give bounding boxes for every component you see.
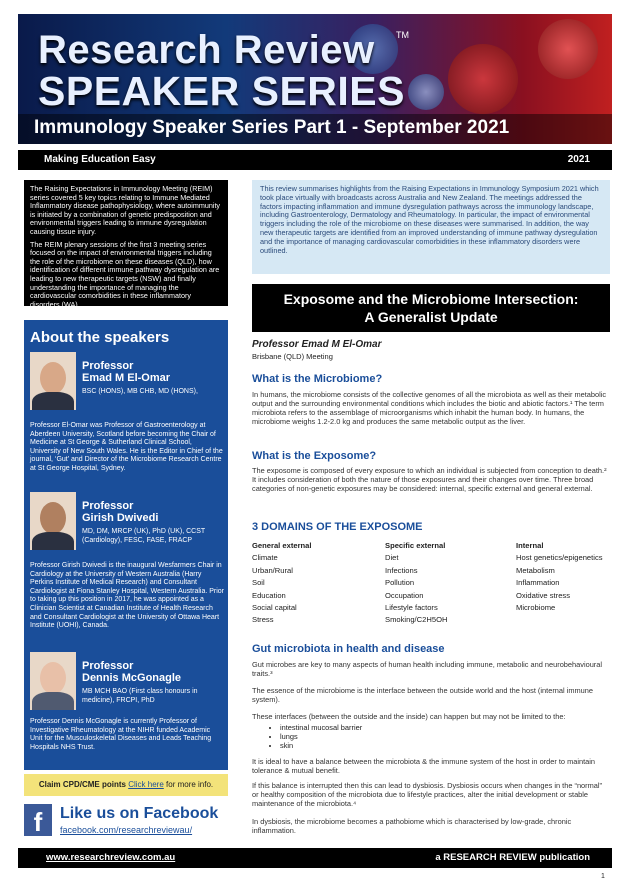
speaker-bio: Professor El-Omar was Professor of Gastroenterology at Aberdeen University, Scotland before becoming the Chair of Medicine at St George & Sutherland Clinical School, University of New South Wales. He is the Editor in Chief of the journal, ‘Gut’ and Director of the Microbiome Research Centre at St George Hospital, Sydney. <box>30 422 223 472</box>
article-title: Exposome and the Microbiome Intersection: A Generalist Update <box>252 284 610 332</box>
paragraph-gut-6: In dysbiosis, the microbiome becomes a pathobiome which is characterised by low-grade, chronic inflammation. <box>252 817 572 835</box>
intro-paragraph-2: The REIM plenary sessions of the first 3 meeting series focused on the impact of environmental triggers including the role of the microbiome on these diseases (QLD), how identification of different immune pathway dysregulation are leading to new therapeutic targets (NSW) and finally understanding the importance of managing the cardiovascular comorbidities in these inflammatory disorders (WA). <box>30 239 220 309</box>
speaker-photo <box>30 652 76 710</box>
paragraph-gut-5: If this balance is interrupted then this can lead to dysbiosis. Dysbiosis occurs when changes in the “normal” or healthy composition of the microbiota due to lifestyle practices, alter the initial development or stable maintenance of the microbiota.⁴ <box>252 781 603 808</box>
footer-url[interactable]: www.researchreview.com.au <box>46 852 176 863</box>
speaker-credentials: MB MCH BAO (First class honours in medicine), FRCPI, PhD <box>82 688 198 704</box>
tagline-bar <box>18 150 612 170</box>
page-number: 1 <box>601 873 605 880</box>
summary-box: This review summarises highlights from the Raising Expectations in Immunology Symposium 2021 which took place virtually with broadcasts across Australia and New Zealand. The meetings addressed the factors impacting inflammation and immune dysregulation pathways across the immunology landscape, including Gastroenterology, Dermatology and Rheumatology. In particular, the impact of environmental triggers including the role of the microbiome on these diseases were summarised. In addition, the way new therapeutic targets are identified from an improved understanding of immune pathway dysregulation and the importance of managing cardiovascular comorbidities in these inflammatory disorders were outlined. <box>252 180 610 274</box>
facebook-promo <box>24 804 230 840</box>
speakers-heading: About the speakers <box>30 329 170 346</box>
facebook-link[interactable]: facebook.com/researchreviewau/ <box>60 825 193 835</box>
heading-microbiome: What is the Microbiome? <box>252 373 383 385</box>
paragraph-microbiome: In humans, the microbiome consists of the collective genomes of all the microbiota as well as their metabolic output and the surrounding environmental conditions which includes the biotic and abiotic factors.¹ The term microbiota refers to the assemblage of microorganisms which inhabit the human body. In humans, the microbiome weighs 1.2-2.0 kg and produces the same metabolic output as the liver. <box>252 390 607 426</box>
cpd-tail: for more info. <box>166 780 214 789</box>
domain-column-specific: Specific external Diet Infections Pollution Occupation Lifestyle factors Smoking/C2H5OH <box>385 541 448 625</box>
domain-column-general: General external Climate Urban/Rural Soil Education Social capital Stress <box>252 541 312 625</box>
cpd-lead: Claim CPD/CME points <box>38 780 126 789</box>
facebook-headline: Like us on Facebook <box>60 805 219 822</box>
intro-box <box>24 180 228 309</box>
banner-title-line2: SPEAKER SERIES <box>38 68 405 114</box>
paragraph-gut-4: It is ideal to have a balance between the microbiota & the immune system of the host in order to maintain tolerance & mutual benefit. <box>252 757 596 775</box>
banner-subtitle: Immunology Speaker Series Part 1 - September 2021 <box>18 114 612 144</box>
list-item: • lungs <box>280 733 362 742</box>
speaker-photo <box>30 352 76 410</box>
speaker-credentials: BSC (HONS), MB CHB, MD (HONS), <box>82 388 198 395</box>
paragraph-gut-2: The essence of the microbiome is the interface between the outside world and the host (internal immune system). <box>252 686 593 704</box>
speaker-credentials: MD, DM, MRCP (UK), PhD (UK), CCST (Cardiology), FESC, FASE, FRACP <box>82 528 206 544</box>
cell-decoration <box>408 74 444 110</box>
speaker-name: Professor Dennis McGonagle <box>82 660 182 684</box>
list-item: • skin <box>280 742 362 751</box>
issue-year: 2021 <box>567 154 590 165</box>
cell-decoration <box>448 44 518 114</box>
header-banner <box>18 14 612 144</box>
intro-paragraph-1: The Raising Expectations in Immunology Meeting (REIM) series covered 5 key topics relating to Immune Mediated Inflammatory disease pathophysiology, where autoimmunity is initiated by a combination of genetic predisposition and environmental triggers leading to immune dysregulation causing tissue injury. <box>30 184 221 236</box>
tagline: Making Education Easy <box>44 154 156 165</box>
domain-column-internal: Internal Host genetics/epigenetics Metabolism Inflammation Oxidative stress Microbiome <box>516 541 603 613</box>
speaker-bio: Professor Dennis McGonagle is currently Professor of Investigative Rheumatology at the NIHR funded Academic Unit for the Musculoskeletal Diseases and Leads Teaching Hospitals NHS Trust. <box>30 718 212 751</box>
speakers-panel <box>24 320 228 770</box>
cpd-banner <box>24 774 228 796</box>
heading-exposome: What is the Exposome? <box>252 450 377 462</box>
heading-domains: 3 DOMAINS OF THE EXPOSOME <box>252 521 423 533</box>
cpd-link[interactable]: Click here <box>128 780 164 789</box>
speaker-name: Professor Emad M El-Omar <box>82 360 171 384</box>
speaker-bio: Professor Girish Dwivedi is the inaugural Wesfarmers Chair in Cardiology at the University of Western Australia (Harry Perkins Institute of Medical Research) and Consultant Cardiologist at Fiona Stanley Hospital, Western Australia. Prior to taking up this position in 2017, he was appointed as a Clinician Scientist at Canadian Institute of Health Research and Consultant Cardiologist at the University of Ottawa Heart Institute (UOHI), Canada. <box>30 562 225 630</box>
speaker-name: Professor Girish Dwivedi <box>82 500 159 524</box>
interface-list <box>270 724 362 750</box>
paragraph-gut-3: These interfaces (between the outside and the inside) can happen but may not be limited to the: <box>252 712 566 721</box>
paragraph-exposome: The exposome is composed of every exposure to which an individual is subjected from conception to death.² It includes consideration of both the nature of those exposures and their changes over time. Three broad categories of non-genetic exposures may be considered: internal, specific external and general external. <box>252 466 607 493</box>
article-affiliation: Brisbane (QLD) Meeting <box>252 352 333 361</box>
list-item: • intestinal mucosal barrier <box>280 724 362 733</box>
banner-title-line1: Research Review <box>38 28 375 72</box>
trademark-mark: TM <box>396 30 409 40</box>
article-author: Professor Emad M El-Omar <box>252 339 382 350</box>
footer-publication: a RESEARCH REVIEW publication <box>435 852 590 863</box>
heading-gut-microbiota: Gut microbiota in health and disease <box>252 643 445 655</box>
speaker-photo <box>30 492 76 550</box>
footer-bar <box>18 848 612 868</box>
paragraph-gut-1: Gut microbes are key to many aspects of human health including immune, metabolic and neurobehavioural traits.³ <box>252 660 603 678</box>
facebook-icon[interactable]: f <box>24 804 52 836</box>
cell-decoration <box>538 19 598 79</box>
